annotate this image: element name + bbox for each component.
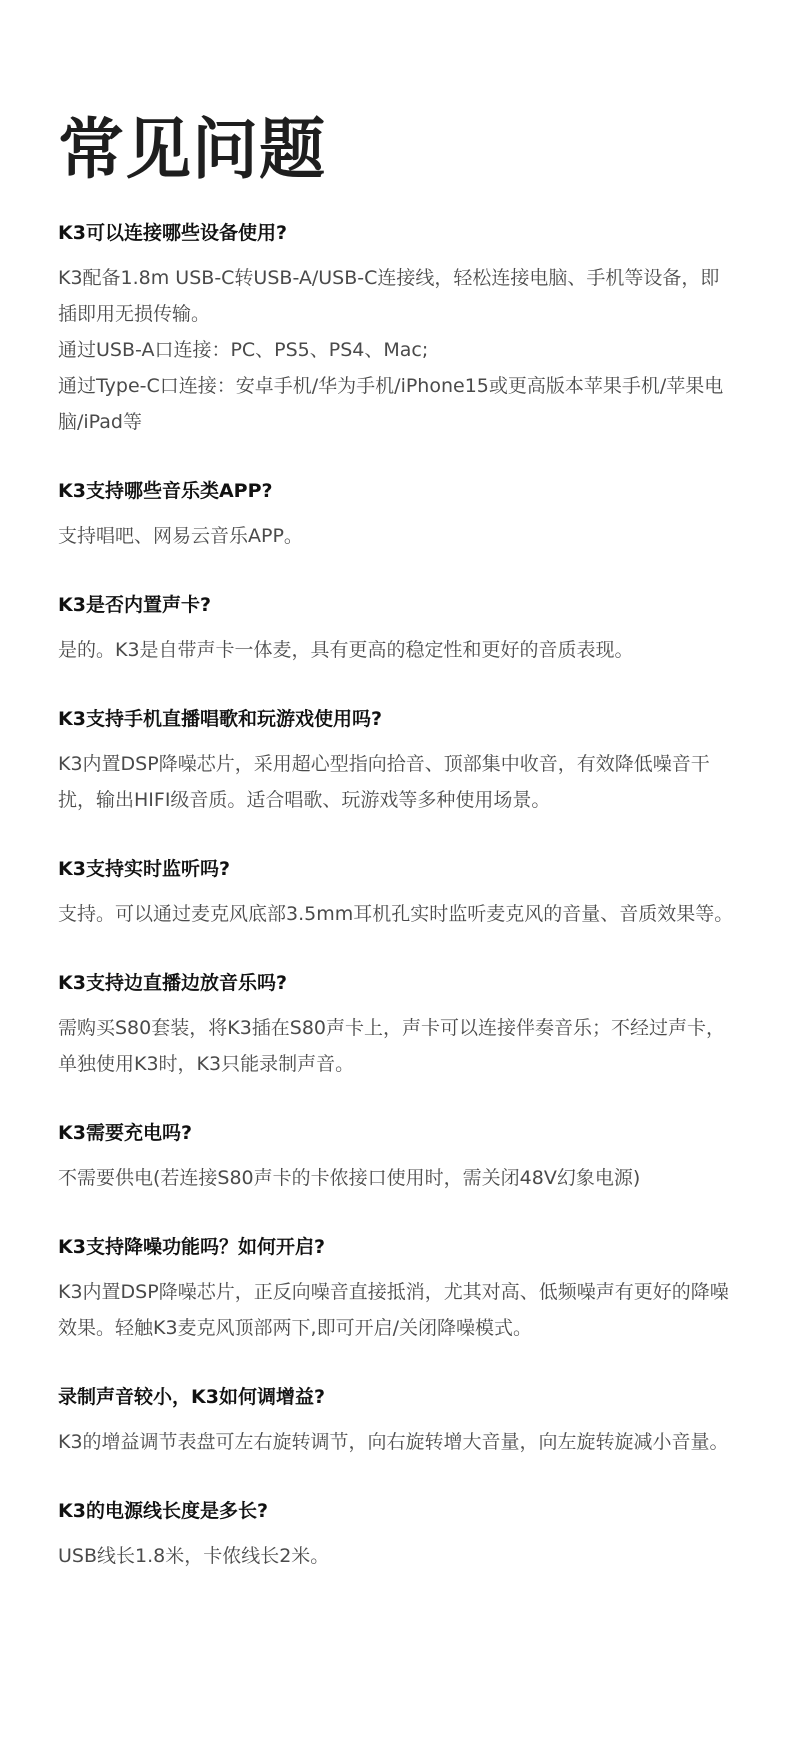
faq-item [58,1496,738,1574]
faq-item [58,476,738,554]
faq-answer: K3配备1.8m USB-C转USB-A/USB-C连接线，轻松连接电脑、手机等设备，即插即用无损传输。 [58,267,720,325]
faq-question: K3支持降噪功能吗？如何开启? [58,1236,325,1258]
faq-question: K3的电源线长度是多长? [58,1500,268,1522]
faq-answer: USB线长1.8米，卡侬线长2米。 [58,1545,330,1567]
faq-answer: 是的。K3是自带声卡一体麦，具有更高的稳定性和更好的音质表现。 [58,639,634,661]
faq-answer: 支持。可以通过麦克风底部3.5mm耳机孔实时监听麦克风的音量、音质效果等。 [58,903,734,925]
faq-question: K3支持边直播边放音乐吗? [58,972,287,994]
faq-question: 录制声音较小，K3如何调增益? [58,1386,325,1408]
faq-answer: 通过USB-A口连接：PC、PS5、PS4、Mac; [58,339,429,361]
faq-item [58,968,738,1082]
page-title: 常见问题 [58,111,326,188]
faq-answer: 通过Type-C口连接：安卓手机/华为手机/iPhone15或更高版本苹果手机/苹果电脑/iPad等 [58,375,724,433]
faq-answer: K3内置DSP降噪芯片，正反向噪音直接抵消，尤其对高、低频噪声有更好的降噪效果。轻触K3麦克风顶部两下,即可开启/关闭降噪模式。 [58,1281,729,1339]
faq-item [58,1232,738,1346]
faq-question: K3支持哪些音乐类APP? [58,480,273,502]
faq-item [58,854,738,932]
faq-answer: 不需要供电(若连接S80声卡的卡侬接口使用时，需关闭48V幻象电源) [58,1167,641,1189]
faq-item [58,704,738,818]
faq-item [58,218,738,440]
faq-question: K3需要充电吗? [58,1122,192,1144]
faq-question: K3支持手机直播唱歌和玩游戏使用吗? [58,708,382,730]
faq-answer: K3内置DSP降噪芯片，采用超心型指向拾音、顶部集中收音，有效降低噪音干扰，输出HIFI级音质。适合唱歌、玩游戏等多种使用场景。 [58,753,710,811]
faq-question: K3是否内置声卡? [58,594,211,616]
faq-page [58,110,738,1610]
faq-answer: 需购买S80套装，将K3插在S80声卡上，声卡可以连接伴奏音乐；不经过声卡，单独使用K3时，K3只能录制声音。 [58,1017,726,1075]
faq-item [58,590,738,668]
faq-answer: K3的增益调节表盘可左右旋转调节，向右旋转增大音量，向左旋转旋减小音量。 [58,1431,729,1453]
faq-answer: 支持唱吧、网易云音乐APP。 [58,525,303,547]
faq-question: K3可以连接哪些设备使用? [58,222,287,244]
faq-question: K3支持实时监听吗? [58,858,230,880]
faq-item [58,1382,738,1460]
faq-item [58,1118,738,1196]
